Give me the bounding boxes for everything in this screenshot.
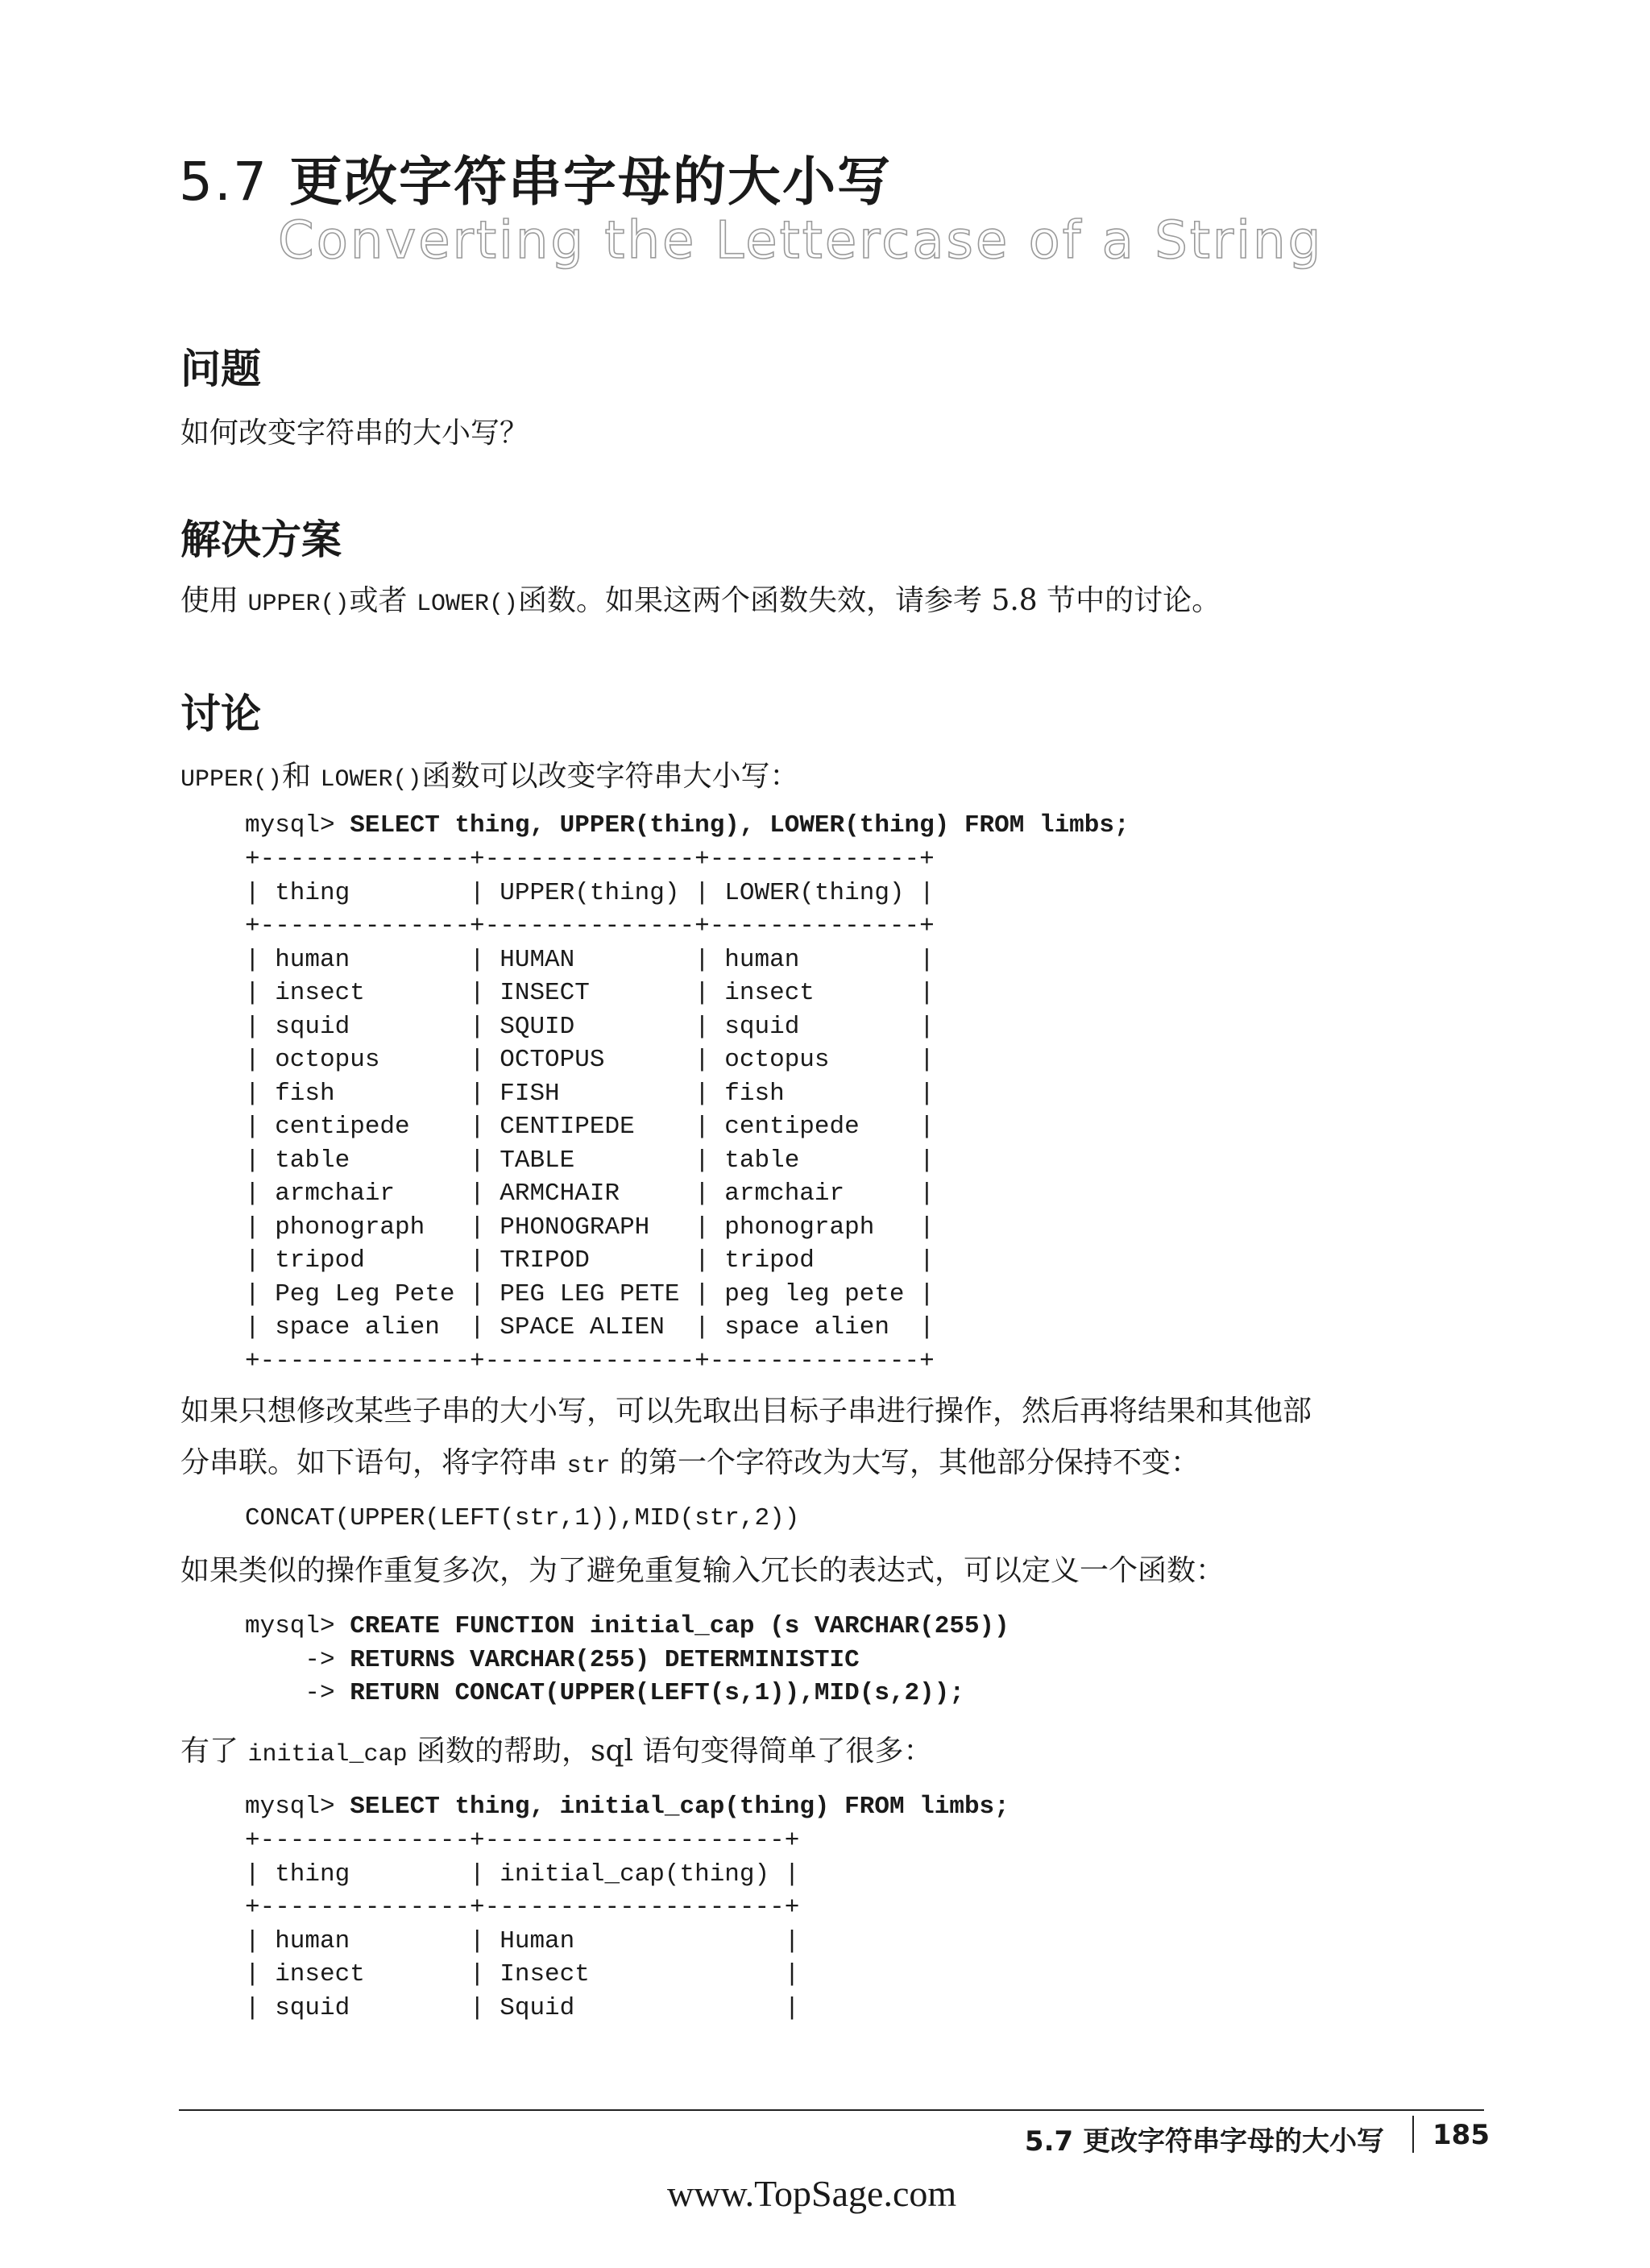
initial-cap-code: initial_cap	[247, 1741, 408, 1768]
discussion-intro	[180, 751, 799, 806]
query1-sql: SELECT thing, UPPER(thing), LOWER(thing) FROM limbs;	[350, 811, 1130, 840]
func-line-1: CREATE FUNCTION initial_cap (s VARCHAR(255))	[350, 1612, 1009, 1640]
func-line-3: RETURN CONCAT(UPPER(LEFT(s,1)),MID(s,2));	[350, 1679, 964, 1707]
site-watermark: www.TopSage.com	[667, 2173, 957, 2214]
problem-text: 如何改变字符串的大小写？	[180, 417, 529, 450]
func-prompt-3: ->	[245, 1679, 350, 1707]
para4-a: 有了	[180, 1735, 239, 1768]
function-definition	[245, 1610, 1009, 1710]
section-title	[179, 139, 892, 215]
discussion-heading: 讨论	[180, 690, 261, 737]
query1-prompt: mysql>	[245, 811, 350, 840]
section-title-text: 更改字符串字母的大小写	[288, 151, 892, 213]
section-subtitle: Converting the Lettercase of a String	[278, 211, 1324, 271]
intro-lower-code: LOWER()	[320, 766, 422, 794]
str-code: str	[566, 1453, 611, 1480]
para4	[180, 1726, 932, 1781]
intro-upper-code: UPPER()	[180, 766, 283, 794]
page-number: 185	[1432, 2119, 1490, 2151]
func-prompt-1: mysql>	[245, 1612, 350, 1640]
query2-line	[245, 1790, 1009, 1824]
section-number: 5.7	[179, 151, 268, 213]
func-prompt-2: ->	[245, 1645, 350, 1674]
para2-line2	[180, 1437, 1200, 1492]
footer-title: 5.7 更改字符串字母的大小写	[1024, 2125, 1384, 2158]
solution-heading: 解决方案	[180, 516, 342, 563]
solution-text	[180, 575, 1221, 630]
problem-heading: 问题	[180, 346, 261, 392]
result-table-2: +--------------+--------------------+ | thing | initial_cap(thing) | +--------------+--------------------+ | human | Human | | insect | Insect | | squid | Squid |	[245, 1826, 800, 2022]
solution-text-c: 函数。如果这两个函数失效，请参考 5.8 节中的讨论。	[518, 584, 1221, 617]
result-table-1: +--------------+--------------+--------------+ | thing | UPPER(thing) | LOWER(thing) | +--------------+--------------+--------------+ | human | HUMAN | human | | insect | INSECT | insect | | squid | SQUID | squid | | octopus | OCTOPUS | octopus | | fish | FISH | fish | | centipede | CENTIPEDE | centipede | | table | TABLE | table | | armchair | ARMCHAIR | armchair | | phonograph | PHONOGRAPH | phonograph | | tripod | TRIPOD | tripod | | Peg Leg Pete | PEG LEG PETE | peg leg pete | | space alien | SPACE ALIEN | space alien | +--------------+--------------+--------------+	[245, 845, 935, 1375]
para3: 如果类似的操作重复多次，为了避免重复输入冗长的表达式，可以定义一个函数：	[180, 1554, 1225, 1587]
para2-line2-a: 分串联。如下语句，将字符串	[180, 1446, 558, 1479]
para2-line2-b: 的第一个字符改为大写，其他部分保持不变：	[619, 1446, 1200, 1479]
upper-function-code: UPPER()	[247, 591, 350, 618]
footer-rule	[179, 2109, 1484, 2111]
func-line-2: RETURNS VARCHAR(255) DETERMINISTIC	[350, 1645, 860, 1674]
para4-b: 函数的帮助，sql 语句变得简单了很多：	[416, 1735, 933, 1768]
query2-prompt: mysql>	[245, 1793, 350, 1821]
lower-function-code: LOWER()	[416, 591, 518, 618]
footer-separator	[1412, 2116, 1414, 2153]
para2-line1: 如果只想修改某些子串的大小写，可以先取出目标子串进行操作，然后再将结果和其他部	[180, 1395, 1312, 1428]
query1-line	[245, 809, 1130, 843]
intro-text-a: 和	[282, 760, 312, 793]
solution-text-b: 或者	[349, 584, 408, 617]
concat-expression: CONCAT(UPPER(LEFT(str,1)),MID(str,2))	[245, 1504, 800, 1532]
query2-sql: SELECT thing, initial_cap(thing) FROM limbs;	[350, 1793, 1009, 1821]
intro-text-b: 函数可以改变字符串大小写：	[421, 760, 799, 793]
solution-text-a: 使用	[180, 584, 239, 617]
